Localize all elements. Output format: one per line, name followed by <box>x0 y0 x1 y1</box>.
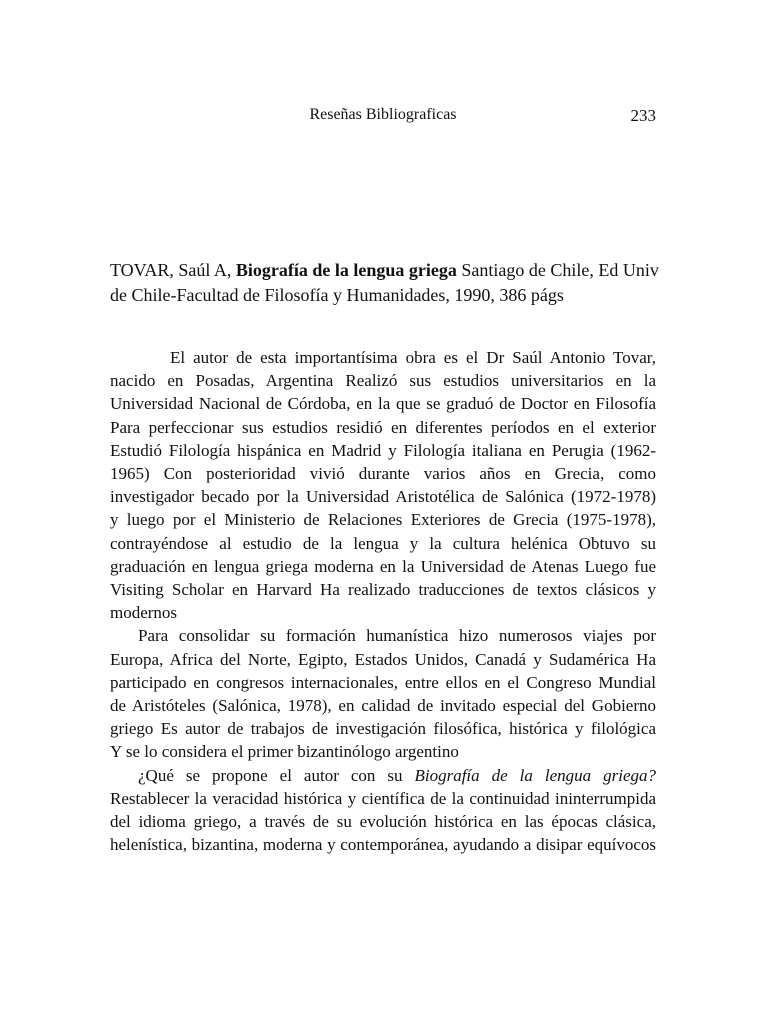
body-line: graduación en lengua griega moderna en la Universidad de Atenas Luego fue <box>110 556 656 576</box>
running-title: Reseñas Bibliograficas <box>309 106 457 123</box>
body-line: Visiting Scholar en Harvard Ha realizado traducciones de textos clásicos y <box>110 580 656 600</box>
body-line: del idioma griego, a través de su evolución histórica en las épocas clásica, <box>110 812 656 832</box>
body-line: modernos <box>110 603 178 623</box>
citation-line-1 <box>110 258 659 283</box>
body-line: contrayéndose al estudio de la lengua y la cultura helénica Obtuvo su <box>110 533 656 553</box>
body-line <box>110 764 656 787</box>
body-line: Restablecer la veracidad histórica y científica de la continuidad ininterrumpida <box>110 788 656 808</box>
review-body <box>110 346 656 856</box>
body-line: Europa, Africa del Norte, Egipto, Estados Unidos, Canadá y Sudamérica Ha <box>110 649 656 669</box>
running-header <box>110 106 656 128</box>
body-line: El autor de esta importantísima obra es el Dr Saúl Antonio Tovar, <box>170 348 656 367</box>
question-text: ¿Qué se propone el autor con su <box>138 765 415 785</box>
citation-line-2: de Chile-Facultad de Filosofía y Humanidades, 1990, 386 págs <box>110 285 564 305</box>
body-line: Estudió Filología hispánica en Madrid y Filología italiana en Perugia (1962- <box>110 440 656 460</box>
body-line: Universidad Nacional de Córdoba, en la que se graduó de Doctor en Filosofía <box>110 394 656 414</box>
body-line: participado en congresos internacionales, entre ellos en el Congreso Mundial <box>110 672 656 692</box>
body-line: nacido en Posadas, Argentina Realizó sus estudios universitarios en la <box>110 371 656 391</box>
body-line: griego Es autor de trabajos de investigación filosófica, histórica y filológica <box>110 719 656 739</box>
bibliographic-citation <box>110 258 659 308</box>
citation-author: TOVAR, Saúl A, <box>110 260 232 280</box>
citation-publisher: Santiago de Chile, Ed Univ <box>461 260 659 280</box>
body-line: Para perfeccionar sus estudios residió en diferentes períodos en el exterior <box>110 417 656 437</box>
body-line: y luego por el Ministerio de Relaciones Exteriores de Grecia (1975-1978), <box>110 510 656 530</box>
body-line: de Aristóteles (Salónica, 1978), en calidad de invitado especial del Gobierno <box>110 696 656 716</box>
body-line: Y se lo considera el primer bizantinólogo argentino <box>110 742 459 762</box>
body-line: 1965) Con posterioridad vivió durante varios años en Grecia, como <box>110 464 656 484</box>
italic-book-title: Biografía de la lengua griega? <box>414 765 656 785</box>
body-line: investigador becado por la Universidad Aristotélica de Salónica (1972-1978) <box>110 487 656 507</box>
body-line: Para consolidar su formación humanística hizo numerosos viajes por <box>138 626 656 646</box>
page-number: 233 <box>630 106 656 125</box>
citation-book-title: Biografía de la lengua griega <box>235 260 457 280</box>
body-line: helenística, bizantina, moderna y contemporánea, ayudando a disipar equívocos <box>110 835 656 855</box>
